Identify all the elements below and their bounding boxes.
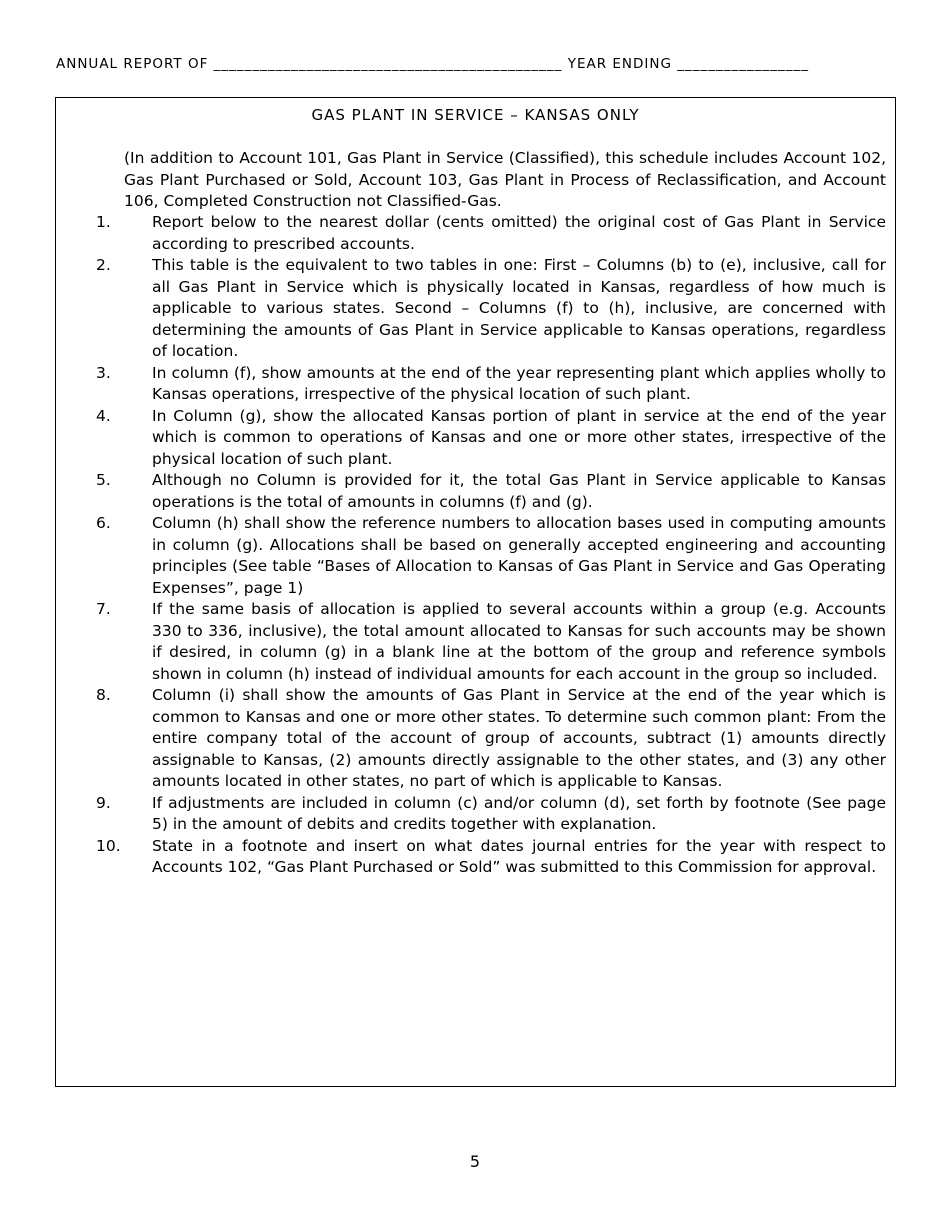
instruction-number: 2. xyxy=(96,256,111,274)
instruction-text: This table is the equivalent to two tables in one: First – Columns (b) to (e), inclusive, call for all Gas Plant in Service which is physically located in Kansas, regardless of how much is applicable to various states. Second – Columns (f) to (h), inclusive, are concerned with determining the amounts of Gas Plant in Service applicable to Kansas operations, regardless of location. xyxy=(152,256,886,360)
instruction-item xyxy=(56,255,886,363)
instruction-number: 8. xyxy=(96,686,111,704)
instruction-number: 5. xyxy=(96,471,111,489)
instruction-item xyxy=(56,793,886,836)
schedule-box xyxy=(55,97,896,1087)
instruction-item xyxy=(56,363,886,406)
instruction-item xyxy=(56,685,886,793)
instruction-text: Column (i) shall show the amounts of Gas Plant in Service at the end of the year which is common to Kansas and one or more other states. To determine such common plant: From the entire company total of the account of group of accounts, subtract (1) amounts directly assignable to Kansas, (2) amounts directly assignable to the other states, and (3) any other amounts located in other states, no part of which is applicable to Kansas. xyxy=(152,686,886,790)
page-number: 5 xyxy=(469,1152,481,1171)
instruction-text: In column (f), show amounts at the end of the year representing plant which applies wholly to Kansas operations, irrespective of the physical location of such plant. xyxy=(152,363,886,403)
instruction-text: Column (h) shall show the reference numbers to allocation bases used in computing amounts in column (g). Allocations shall be based on generally accepted engineering and accounting principles (See table “Bases of Allocation to Kansas of Gas Plant in Service and Gas Operating Expenses”, page 1) xyxy=(152,514,886,597)
instruction-item xyxy=(56,406,886,471)
instruction-item xyxy=(56,836,886,879)
instruction-text: In Column (g), show the allocated Kansas portion of plant in service at the end of the year which is common to operations of Kansas and one or more other states, irrespective of the physical location of such plant. xyxy=(152,406,886,468)
instruction-number: 4. xyxy=(96,406,111,425)
schedule-title: GAS PLANT IN SERVICE – KANSAS ONLY xyxy=(311,106,640,124)
instruction-number: 6. xyxy=(96,514,111,532)
instruction-text: Although no Column is provided for it, the total Gas Plant in Service applicable to Kansas operations is the total of amounts in columns (f) and (g). xyxy=(152,471,886,511)
instruction-item xyxy=(56,513,886,599)
instruction-text: Report below to the nearest dollar (cents omitted) the original cost of Gas Plant in Service according to prescribed accounts. xyxy=(152,213,886,253)
instruction-text: State in a footnote and insert on what dates journal entries for the year with respect to Accounts 102, “Gas Plant Purchased or Sold” was submitted to this Commission for approval. xyxy=(152,836,886,876)
instruction-item xyxy=(56,599,886,685)
instruction-text: If the same basis of allocation is applied to several accounts within a group (e.g. Accounts 330 to 336, inclusive), the total amount allocated to Kansas for such accounts may be shown if desired, in column (g) in a blank line at the bottom of the group and reference symbols shown in column (h) instead of individual amounts for each account in the group so included. xyxy=(152,600,886,683)
instruction-text: If adjustments are included in column (c) and/or column (d), set forth by footnote (See page 5) in the amount of debits and credits together with explanation. xyxy=(152,793,886,833)
instruction-number: 10. xyxy=(96,836,121,855)
instruction-item xyxy=(56,470,886,513)
instruction-item xyxy=(56,212,886,255)
instruction-number: 7. xyxy=(96,600,111,618)
report-header: ANNUAL REPORT OF _____________________________________________ YEAR ENDING _________________ xyxy=(56,56,809,72)
instruction-number: 3. xyxy=(96,363,111,382)
schedule-intro: (In addition to Account 101, Gas Plant in Service (Classified), this schedule includes Account 102, Gas Plant Purchased or Sold, Account 103, Gas Plant in Process of Reclassification, and Account 106, Completed Construction not Classified-Gas. xyxy=(124,149,886,210)
instruction-number: 9. xyxy=(96,793,111,812)
instruction-number: 1. xyxy=(96,213,111,231)
instructions-list xyxy=(56,212,887,879)
